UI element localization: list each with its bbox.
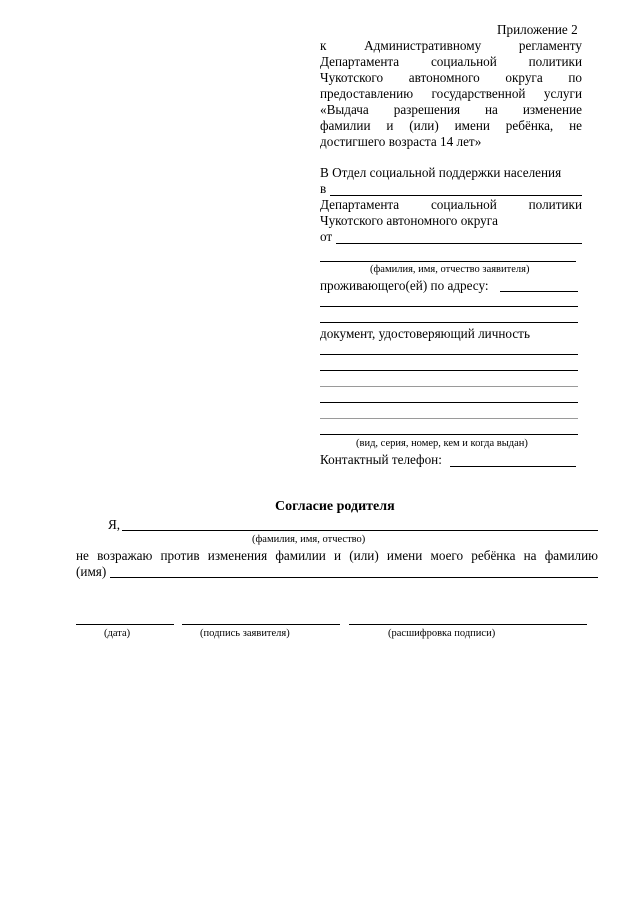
residing-label: проживающего(ей) по адресу: [320,278,489,293]
consent-i-prefix: Я, [108,517,121,532]
address-line-2[interactable] [320,322,578,323]
appendix-line-1: к Административному регламенту [320,38,582,53]
date-line[interactable] [76,624,174,625]
signature-transcript-line[interactable] [349,624,587,625]
appendix-line-4: предоставлению государственной услуги [320,86,582,101]
consent-statement: не возражаю против изменения фамилии и (или) имени моего ребёнка на фамилию [76,548,598,563]
id-document-line-5[interactable] [320,418,578,419]
applicant-fio-line[interactable] [320,261,576,262]
appendix-line-3: Чукотского автономного округа по [320,70,582,85]
applicant-from-line[interactable] [336,243,582,244]
phone-line[interactable] [450,466,576,467]
id-document-line-3[interactable] [320,386,578,387]
address-line-0[interactable] [500,291,578,292]
address-line-4: Чукотского автономного округа [320,213,498,228]
signature-transcript-caption: (расшифровка подписи) [388,628,496,639]
appendix-title: Приложение 2 [497,22,578,37]
address-department: В Отдел социальной поддержки населения [320,165,562,180]
consent-title: Согласие родителя [275,499,395,514]
parent-fio-caption: (фамилия, имя, отчество) [252,534,366,545]
new-name-line[interactable] [110,577,598,578]
applicant-fio-caption: (фамилия, имя, отчество заявителя) [370,264,530,275]
id-document-line-6[interactable] [320,434,578,435]
address-line-3: Департамента социальной политики [320,197,582,212]
phone-label: Контактный телефон: [320,452,442,467]
id-document-caption: (вид, серия, номер, кем и когда выдан) [356,438,528,449]
parent-fio-line[interactable] [122,530,598,531]
id-document-line-1[interactable] [320,354,578,355]
consent-name-prefix: (имя) [76,564,107,579]
address-line-1[interactable] [320,306,578,307]
address-in-prefix: в [320,181,327,196]
address-from-prefix: от [320,229,333,244]
id-document-line-2[interactable] [320,370,578,371]
appendix-line-6: фамилии и (или) имени ребёнка, не [320,118,582,133]
signature-line[interactable] [182,624,340,625]
signature-caption: (подпись заявителя) [200,628,290,639]
appendix-line-2: Департамента социальной политики [320,54,582,69]
date-caption: (дата) [104,628,131,639]
appendix-line-5: «Выдача разрешения на изменение [320,102,582,117]
appendix-line-7: достигшего возраста 14 лет» [320,134,482,149]
id-document-label: документ, удостоверяющий личность [320,326,530,341]
address-in-line[interactable] [330,195,582,196]
id-document-line-4[interactable] [320,402,578,403]
